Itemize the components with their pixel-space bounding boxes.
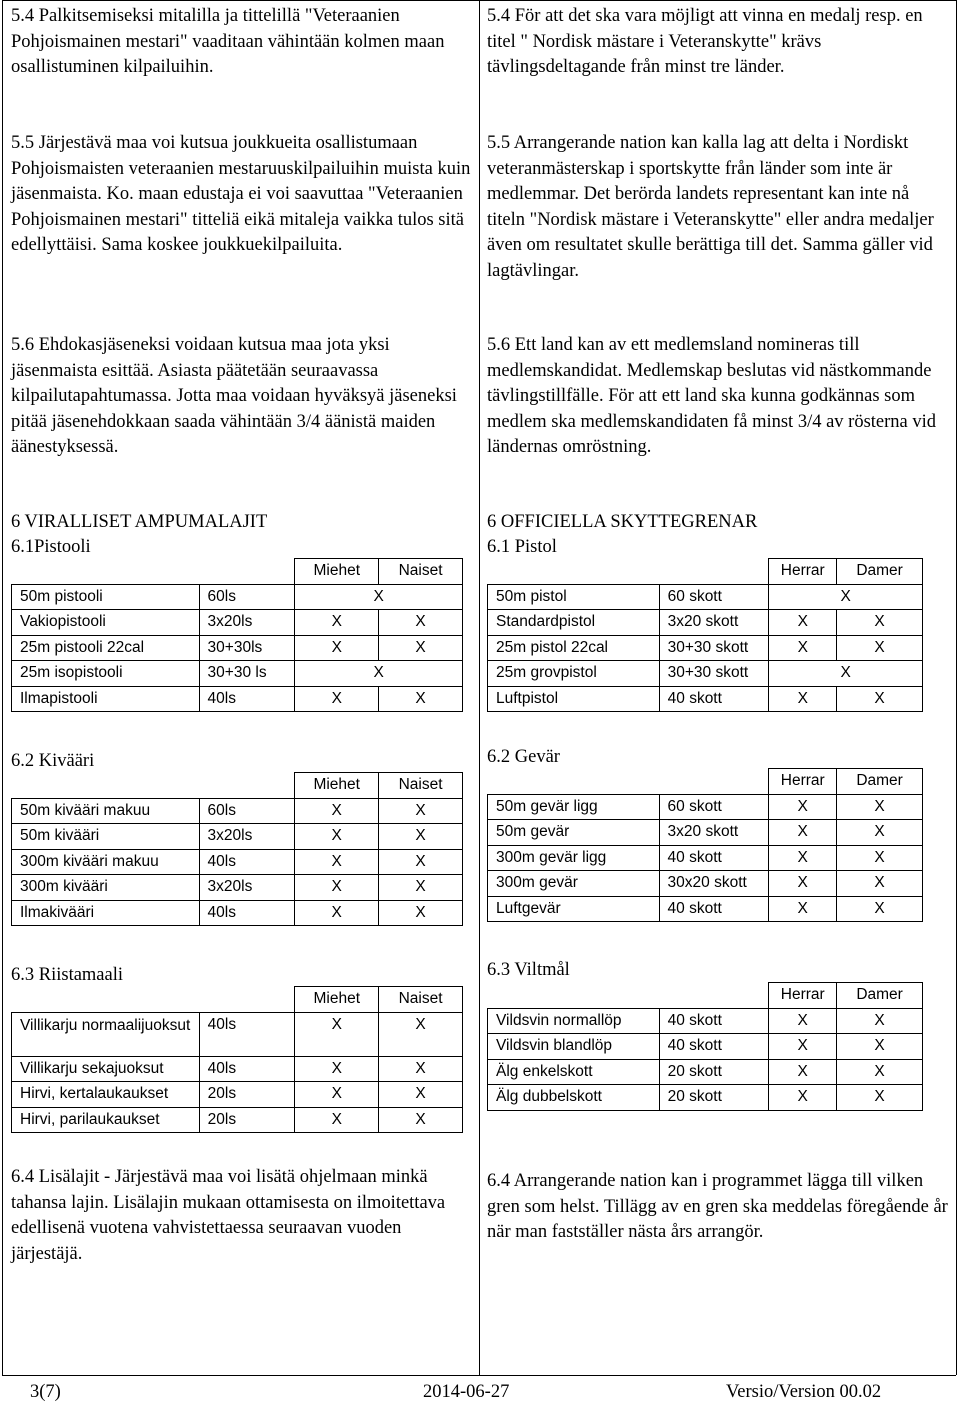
- men-mark: X: [295, 900, 379, 926]
- men-mark: X: [769, 1008, 837, 1034]
- class-mark: X: [295, 661, 463, 687]
- header-blank: [199, 987, 295, 1013]
- women-mark: X: [379, 824, 463, 850]
- table-row: [488, 845, 923, 871]
- fi-paragraph-5-4: 5.4 Palkitsemiseksi mitalilla ja tittelillä "Veteraanien Pohjoismainen mestari" vaaditaan vähintään kolmen maan osallistuminen kilpailuihin.: [11, 6, 445, 77]
- women-mark: X: [379, 849, 463, 875]
- fi-paragraph-6-4: 6.4 Lisälajit - Järjestävä maa voi lisätä ohjelmaan minkä tahansa lajin. Lisälajin mukaan ottamisesta on ilmoitettava edellisenä vuotena vahvistettaessa seuraavan vuoden järjestäjä.: [11, 1167, 446, 1264]
- footer-page-number: 3(7): [30, 1382, 61, 1402]
- men-mark: X: [769, 845, 837, 871]
- footer-version: Versio/Version 00.02: [726, 1382, 882, 1402]
- men-mark: X: [295, 1012, 379, 1056]
- shot-count: 3x20ls: [199, 875, 295, 901]
- header-blank: [488, 559, 660, 585]
- women-mark: X: [379, 798, 463, 824]
- men-mark: X: [295, 824, 379, 850]
- header-women: Damer: [837, 983, 923, 1009]
- shot-count: 3x20ls: [199, 610, 295, 636]
- event-name: 50m pistol: [488, 584, 660, 610]
- men-mark: X: [295, 1107, 379, 1133]
- header-men: Herrar: [769, 769, 837, 795]
- women-mark: X: [837, 686, 923, 712]
- event-name: 25m grovpistol: [488, 661, 660, 687]
- shot-count: 40 skott: [659, 896, 769, 922]
- shot-count: 60 skott: [659, 794, 769, 820]
- event-name: Standardpistol: [488, 610, 660, 636]
- men-mark: X: [769, 1085, 837, 1111]
- header-women: Naiset: [379, 987, 463, 1013]
- sv-rifle-rows: [488, 794, 923, 922]
- event-name: 50m kivääri makuu: [12, 798, 200, 824]
- table-row: [12, 849, 463, 875]
- table-row: [12, 610, 463, 636]
- women-mark: X: [379, 610, 463, 636]
- class-mark: X: [295, 584, 463, 610]
- header-men: Herrar: [769, 559, 837, 585]
- table-row: [488, 1059, 923, 1085]
- women-mark: X: [379, 1107, 463, 1133]
- women-mark: X: [837, 896, 923, 922]
- fi-rifle-rows: [12, 798, 463, 926]
- shot-count: 60ls: [199, 584, 295, 610]
- shot-count: 40 skott: [659, 1008, 769, 1034]
- header-blank: [488, 983, 660, 1009]
- table-row: [12, 824, 463, 850]
- header-women: Damer: [837, 559, 923, 585]
- shot-count: 30x20 skott: [659, 871, 769, 897]
- table-row: [12, 661, 463, 687]
- shot-count: 40ls: [199, 900, 295, 926]
- sv-running-target-table: [487, 982, 923, 1111]
- men-mark: X: [295, 686, 379, 712]
- fi-running-target-table: [11, 986, 463, 1133]
- header-women: Naiset: [379, 773, 463, 799]
- table-row: [488, 794, 923, 820]
- shot-count: 30+30 ls: [199, 661, 295, 687]
- table-row: [488, 1034, 923, 1060]
- event-name: Ilmakivääri: [12, 900, 200, 926]
- sv-pistol-table: [487, 558, 923, 712]
- table-row: [488, 896, 923, 922]
- shot-count: 20 skott: [659, 1085, 769, 1111]
- table-row: [12, 1012, 463, 1056]
- header-blank: [12, 559, 200, 585]
- men-mark: X: [769, 794, 837, 820]
- table-row: [488, 610, 923, 636]
- women-mark: X: [379, 635, 463, 661]
- fi-rifle-table: [11, 772, 463, 926]
- event-name: 25m pistooli 22cal: [12, 635, 200, 661]
- column-divider: [479, 0, 480, 1375]
- shot-count: 20ls: [199, 1107, 295, 1133]
- men-mark: X: [769, 686, 837, 712]
- men-mark: X: [295, 610, 379, 636]
- header-blank: [659, 983, 769, 1009]
- header-women: Naiset: [379, 559, 463, 585]
- shot-count: 3x20 skott: [659, 610, 769, 636]
- men-mark: X: [295, 635, 379, 661]
- men-mark: X: [769, 610, 837, 636]
- men-mark: X: [295, 875, 379, 901]
- table-row: [12, 635, 463, 661]
- footer-date: 2014-06-27: [423, 1382, 510, 1402]
- table-row: [12, 798, 463, 824]
- event-name: Älg dubbelskott: [488, 1085, 660, 1111]
- women-mark: X: [379, 875, 463, 901]
- women-mark: X: [379, 1012, 463, 1056]
- women-mark: X: [837, 871, 923, 897]
- header-blank: [659, 769, 769, 795]
- table-row: [12, 875, 463, 901]
- header-blank: [659, 559, 769, 585]
- table-row: [488, 871, 923, 897]
- table-row: [488, 820, 923, 846]
- event-name: Hirvi, parilaukaukset: [12, 1107, 200, 1133]
- event-name: 25m pistol 22cal: [488, 635, 660, 661]
- event-name: Vildsvin blandlöp: [488, 1034, 660, 1060]
- frame-border-bottom: [2, 1375, 956, 1376]
- fi-running-target-heading: 6.3 Riistamaali: [11, 965, 124, 985]
- shot-count: 20 skott: [659, 1059, 769, 1085]
- shot-count: 60ls: [199, 798, 295, 824]
- women-mark: X: [837, 820, 923, 846]
- table-row: [12, 900, 463, 926]
- table-row: [12, 686, 463, 712]
- event-name: Älg enkelskott: [488, 1059, 660, 1085]
- event-name: 25m isopistooli: [12, 661, 200, 687]
- event-name: Ilmapistooli: [12, 686, 200, 712]
- event-name: Luftgevär: [488, 896, 660, 922]
- sv-pistol-rows: [488, 584, 923, 712]
- shot-count: 40ls: [199, 849, 295, 875]
- event-name: 300m kivääri makuu: [12, 849, 200, 875]
- men-mark: X: [769, 896, 837, 922]
- fi-running-target-rows: [12, 1012, 463, 1133]
- shot-count: 40 skott: [659, 1034, 769, 1060]
- event-name: Vildsvin normallöp: [488, 1008, 660, 1034]
- women-mark: X: [837, 845, 923, 871]
- shot-count: 60 skott: [659, 584, 769, 610]
- women-mark: X: [837, 635, 923, 661]
- fi-paragraph-5-5: 5.5 Järjestävä maa voi kutsua joukkueita osallistumaan Pohjoismaisten veteraanien mestaruuskilpailuihin muista kuin jäsenmaista. Ko. maan edustaja ei voi saavuttaa "Veteraanien Pohjoismainen mestari" titteliä eikä mitaleja vaikka tulos sitä edellyttäisi. Sama koskee joukkuekilpailuita.: [11, 133, 471, 255]
- header-blank: [12, 773, 200, 799]
- event-name: Villikarju normaalijuoksut: [12, 1012, 200, 1056]
- class-mark: X: [769, 661, 923, 687]
- fi-pistol-heading: 6.1Pistooli: [11, 537, 91, 557]
- event-name: Hirvi, kertalaukaukset: [12, 1082, 200, 1108]
- event-name: 50m gevär: [488, 820, 660, 846]
- header-men: Miehet: [295, 773, 379, 799]
- frame-border-right: [956, 0, 957, 1375]
- frame-border-left: [2, 0, 3, 1375]
- men-mark: X: [769, 820, 837, 846]
- header-blank: [199, 773, 295, 799]
- women-mark: X: [379, 900, 463, 926]
- women-mark: X: [837, 1059, 923, 1085]
- men-mark: X: [769, 1059, 837, 1085]
- fi-paragraph-5-6: 5.6 Ehdokasjäseneksi voidaan kutsua maa jota yksi jäsenmaista esittää. Asiasta päätetään seuraavassa kilpailutapahtumassa. Jotta maa voidaan hyväksyä jäseneksi pitää jäsenehdokkaan saada vähintään 3/4 äänistä maiden äänestyksessä.: [11, 335, 457, 457]
- sv-paragraph-5-5: 5.5 Arrangerande nation kan kalla lag att delta i Nordiskt veteranmästerskap i sportskytte från länder som inte är medlemmar. Det berörda landets representant kan inte nå titeln "Nordisk mästare i Veteranskytte" eller andra medaljer även om resultatet skulle berättiga till det. Samma gäller vid lagtävlingar.: [487, 133, 934, 281]
- event-name: Luftpistol: [488, 686, 660, 712]
- table-row: [488, 635, 923, 661]
- sv-paragraph-5-6: 5.6 Ett land kan av ett medlemsland nomineras till medlemskandidat. Medlemskap beslutas vid nästkommande tävlingstillfälle. För att ett land ska kunna godkännas som medlem ska medlemskandidaten få minst 3/4 av rösterna vid ländernas omröstning.: [487, 335, 937, 457]
- event-name: 300m gevär ligg: [488, 845, 660, 871]
- men-mark: X: [769, 635, 837, 661]
- sv-section-6-heading: 6 OFFICIELLA SKYTTEGRENAR: [487, 512, 758, 532]
- event-name: 50m gevär ligg: [488, 794, 660, 820]
- sv-rifle-table: [487, 768, 923, 922]
- fi-pistol-rows: [12, 584, 463, 712]
- event-name: Vakiopistooli: [12, 610, 200, 636]
- men-mark: X: [295, 1056, 379, 1082]
- sv-paragraph-6-4: 6.4 Arrangerande nation kan i programmet lägga till vilken gren som helst. Tillägg av en gren ska meddelas föregående år när man fastställer nästa års arrangör.: [487, 1171, 948, 1242]
- fi-rifle-heading: 6.2 Kivääri: [11, 751, 95, 771]
- sv-running-target-rows: [488, 1008, 923, 1110]
- shot-count: 30+30ls: [199, 635, 295, 661]
- shot-count: 3x20 skott: [659, 820, 769, 846]
- women-mark: X: [837, 1034, 923, 1060]
- table-row: [488, 1085, 923, 1111]
- header-men: Miehet: [295, 987, 379, 1013]
- fi-pistol-table: [11, 558, 463, 712]
- table-row: [488, 686, 923, 712]
- shot-count: 30+30 skott: [659, 635, 769, 661]
- fi-section-6-heading: 6 VIRALLISET AMPUMALAJIT: [11, 512, 268, 532]
- women-mark: X: [837, 1085, 923, 1111]
- event-name: 300m gevär: [488, 871, 660, 897]
- men-mark: X: [295, 798, 379, 824]
- class-mark: X: [769, 584, 923, 610]
- header-blank: [199, 559, 295, 585]
- table-row: [12, 1056, 463, 1082]
- header-blank: [12, 987, 200, 1013]
- sv-running-target-heading: 6.3 Viltmål: [487, 960, 570, 980]
- sv-paragraph-5-4: 5.4 För att det ska vara möjligt att vinna en medalj resp. en titel " Nordisk mästare i Veteranskytte" krävs tävlingsdeltagande från minst tre länder.: [487, 6, 923, 77]
- shot-count: 30+30 skott: [659, 661, 769, 687]
- event-name: 300m kivääri: [12, 875, 200, 901]
- shot-count: 20ls: [199, 1082, 295, 1108]
- men-mark: X: [769, 871, 837, 897]
- shot-count: 40ls: [199, 1012, 295, 1056]
- women-mark: X: [837, 610, 923, 636]
- women-mark: X: [379, 686, 463, 712]
- header-men: Herrar: [769, 983, 837, 1009]
- shot-count: 3x20ls: [199, 824, 295, 850]
- women-mark: X: [379, 1082, 463, 1108]
- shot-count: 40 skott: [659, 686, 769, 712]
- women-mark: X: [837, 794, 923, 820]
- shot-count: 40 skott: [659, 845, 769, 871]
- table-row: [488, 661, 923, 687]
- event-name: 50m pistooli: [12, 584, 200, 610]
- shot-count: 40ls: [199, 1056, 295, 1082]
- event-name: Villikarju sekajuoksut: [12, 1056, 200, 1082]
- table-row: [488, 1008, 923, 1034]
- table-row: [12, 1082, 463, 1108]
- men-mark: X: [295, 1082, 379, 1108]
- table-row: [12, 584, 463, 610]
- women-mark: X: [837, 1008, 923, 1034]
- shot-count: 40ls: [199, 686, 295, 712]
- header-women: Damer: [837, 769, 923, 795]
- event-name: 50m kivääri: [12, 824, 200, 850]
- men-mark: X: [769, 1034, 837, 1060]
- header-blank: [488, 769, 660, 795]
- header-men: Miehet: [295, 559, 379, 585]
- women-mark: X: [379, 1056, 463, 1082]
- men-mark: X: [295, 849, 379, 875]
- sv-rifle-heading: 6.2 Gevär: [487, 747, 560, 767]
- table-row: [12, 1107, 463, 1133]
- table-row: [488, 584, 923, 610]
- sv-pistol-heading: 6.1 Pistol: [487, 537, 557, 557]
